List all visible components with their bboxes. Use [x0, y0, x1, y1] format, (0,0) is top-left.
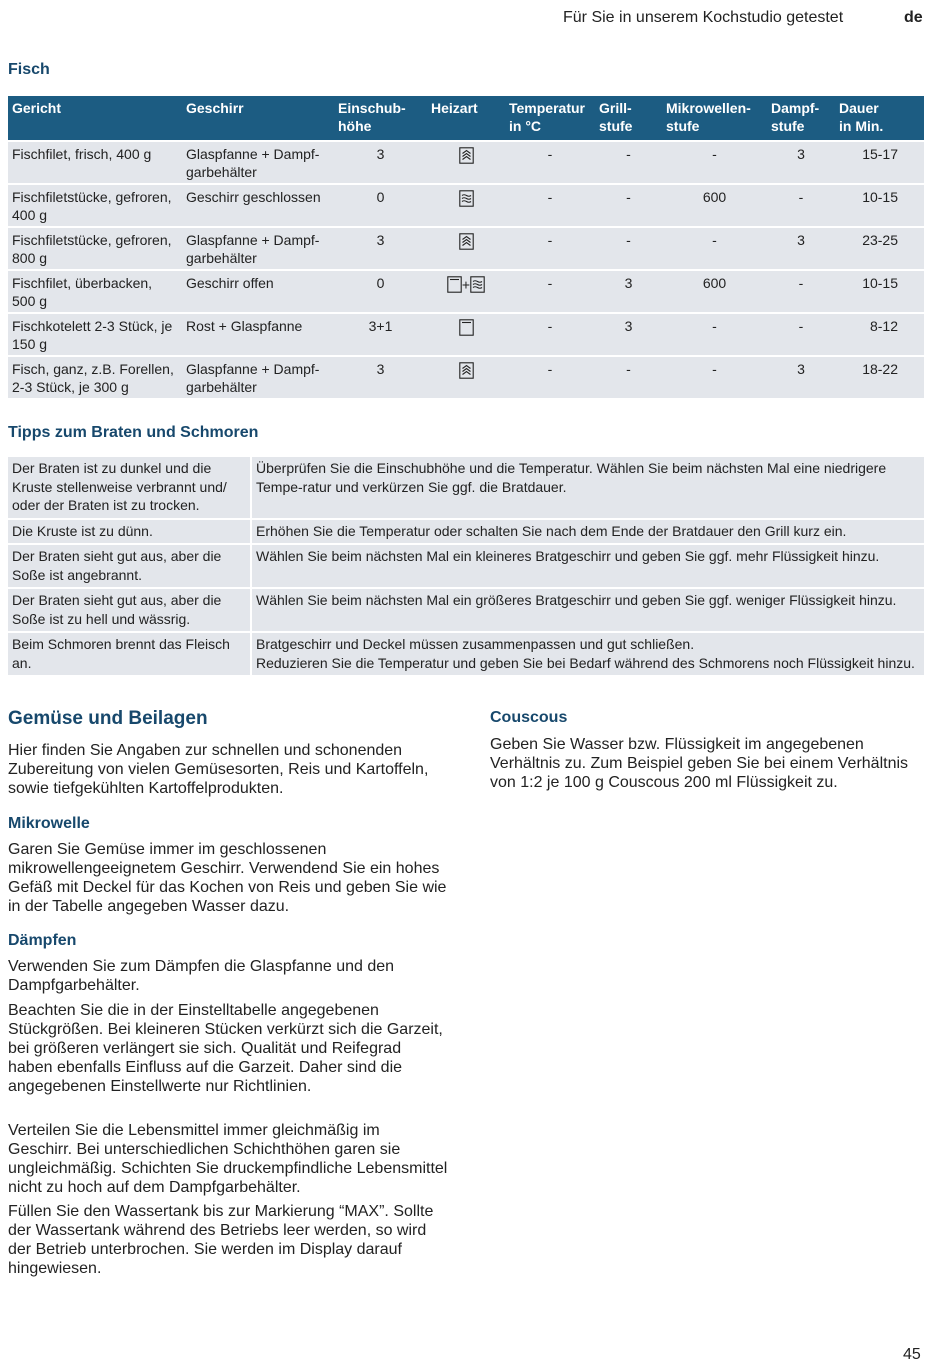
cell-heizart: [427, 270, 505, 313]
cell-mikro: -: [662, 313, 767, 356]
cell-heizart: [427, 141, 505, 184]
cell-dampf: -: [767, 184, 835, 227]
cell-mikro: 600: [662, 270, 767, 313]
cell-dauer: 10-15: [835, 270, 924, 313]
cell-gericht: Fisch, ganz, z.B. Forellen, 2-3 Stück, je 300 g: [8, 356, 182, 398]
subsection-title-mikrowelle: Mikrowelle: [8, 815, 90, 832]
cell-problem: Die Kruste ist zu dünn.: [8, 519, 251, 545]
section-title-gemuese: Gemüse und Beilagen: [8, 708, 208, 729]
table-row: [8, 519, 924, 545]
mikrowelle-text: Garen Sie Gemüse immer im geschlossenen mikrowellengeeignetem Geschirr. Verwendend Sie ein hohes Gefäß mit Deckel für das Kochen von Reis und geben Sie wie in der Tabelle angegeben Wasser dazu.: [8, 841, 447, 915]
cell-geschirr: Glaspfanne + Dampf- garbehälter: [182, 356, 334, 398]
steam-icon: [459, 362, 474, 379]
cell-problem: Beim Schmoren brennt das Fleisch an.: [8, 632, 251, 675]
table-row: [8, 544, 924, 588]
cell-einschub: 0: [334, 270, 427, 313]
cell-loesung: Wählen Sie beim nächsten Mal ein kleineres Bratgeschirr und geben Sie ggf. mehr Flüssigkeit hinzu.: [251, 544, 924, 588]
steam-icon: [459, 146, 474, 162]
cell-dauer: 8-12: [835, 313, 924, 356]
cell-einschub: 3: [334, 141, 427, 184]
cell-dampf: 3: [767, 356, 835, 398]
cell-dampf: -: [767, 270, 835, 313]
cell-dampf: -: [767, 313, 835, 356]
daempfen-paragraph: Verwenden Sie zum Dämpfen die Glaspfanne und den Dampfgarbehälter.: [8, 958, 395, 994]
cell-temp: -: [505, 141, 595, 184]
cell-gericht: Fischfilet, frisch, 400 g: [8, 141, 182, 184]
couscous-text: Geben Sie Wasser bzw. Flüssigkeit im angegebenen Verhältnis zu. Zum Beispiel geben Sie bei einem Verhältnis von 1:2 je 100 g Couscous 200 ml Flüssigkeit zu.: [490, 736, 909, 791]
table-row: [8, 457, 924, 519]
cell-geschirr: Glaspfanne + Dampf- garbehälter: [182, 141, 334, 184]
column-header: Grill- stufe: [595, 96, 662, 141]
subsection-title-daempfen: Dämpfen: [8, 932, 77, 949]
cell-dauer: 18-22: [835, 356, 924, 398]
microwave-icon: [470, 276, 485, 293]
cell-problem: Der Braten sieht gut aus, aber die Soße ist angebrannt.: [8, 544, 251, 588]
cell-geschirr: Glaspfanne + Dampf- garbehälter: [182, 227, 334, 270]
tipps-table: [8, 457, 924, 675]
cell-loesung: Überprüfen Sie die Einschubhöhe und die Temperatur. Wählen Sie beim nächsten Mal eine niedrigere Tempe-ratur und verkürzen Sie ggf. die Bratdauer.: [251, 457, 924, 519]
microwave-icon: [459, 189, 474, 205]
cell-grill: -: [595, 141, 662, 184]
steam-icon: [459, 232, 474, 248]
cell-gericht: Fischfilet, überbacken, 500 g: [8, 270, 182, 313]
table-row: [8, 227, 924, 270]
cell-loesung: Erhöhen Sie die Temperatur oder schalten Sie nach dem Ende der Bratdauer den Grill kurz ein.: [251, 519, 924, 545]
cell-geschirr: Geschirr offen: [182, 270, 334, 313]
cell-temp: -: [505, 356, 595, 398]
grill-icon: [447, 276, 462, 293]
cell-dauer: 10-15: [835, 184, 924, 227]
steam-icon: [459, 147, 474, 164]
cell-dauer: 23-25: [835, 227, 924, 270]
cell-grill: 3: [595, 270, 662, 313]
table-row: [8, 632, 924, 675]
cell-heizart: [427, 313, 505, 356]
table-row: [8, 141, 924, 184]
cell-einschub: 3: [334, 227, 427, 270]
fisch-table: [8, 96, 924, 398]
grill-plus-microwave-icon: [447, 275, 485, 291]
cell-temp: -: [505, 184, 595, 227]
fisch-table-header: [8, 96, 924, 141]
cell-einschub: 0: [334, 184, 427, 227]
cell-einschub: 3+1: [334, 313, 427, 356]
daempfen-paragraph: Beachten Sie die in der Einstelltabelle angegebenen Stückgrößen. Bei kleineren Stücken verkürzt sich die Garzeit, bei größeren verlängert sie sich. Qualität und Reifegrad haben ebenfalls Einfluss auf die Garzeit. Daher sind die angegebenen Einstellwerte nur Richtlinien.: [8, 1002, 443, 1095]
column-header: Einschub- höhe: [334, 96, 427, 141]
daempfen-paragraph: Füllen Sie den Wassertank bis zur Markierung “MAX”. Sollte der Wassertank während des Betriebs leer werden, so wird der Betrieb unterbrochen. Sie werden im Display darauf hingewiesen.: [8, 1203, 434, 1277]
fisch-table-body: [8, 141, 924, 398]
cell-mikro: -: [662, 227, 767, 270]
column-header: Temperatur in °C: [505, 96, 595, 141]
cell-mikro: -: [662, 141, 767, 184]
column-header: Dauer in Min.: [835, 96, 924, 141]
language-code: de: [904, 9, 923, 26]
section-title-tipps: Tipps zum Braten und Schmoren: [8, 424, 259, 441]
cell-gericht: Fischfiletstücke, gefroren, 800 g: [8, 227, 182, 270]
table-row: [8, 270, 924, 313]
grill-icon: [459, 318, 474, 334]
plus-sign-icon: +: [461, 276, 471, 293]
column-header: Heizart: [427, 96, 505, 141]
grill-icon: [459, 319, 474, 336]
cell-temp: -: [505, 313, 595, 356]
cell-heizart: [427, 356, 505, 398]
steam-icon: [459, 233, 474, 250]
subsection-title-couscous: Couscous: [490, 709, 568, 726]
tipps-table-body: [8, 457, 924, 675]
cell-problem: Der Braten ist zu dunkel und die Kruste stellenweise verbrannt und/ oder der Braten ist zu trocken.: [8, 457, 251, 519]
cell-einschub: 3: [334, 356, 427, 398]
microwave-icon: [459, 190, 474, 207]
cell-temp: -: [505, 270, 595, 313]
table-row: [8, 313, 924, 356]
cell-mikro: 600: [662, 184, 767, 227]
cell-temp: -: [505, 227, 595, 270]
cell-mikro: -: [662, 356, 767, 398]
cell-problem: Der Braten sieht gut aus, aber die Soße ist zu hell und wässrig.: [8, 588, 251, 632]
gemuese-intro: Hier finden Sie Angaben zur schnellen und schonenden Zubereitung von vielen Gemüsesorten, Reis und Kartoffeln, sowie tiefgekühlten Kartoffelprodukten.: [8, 742, 429, 797]
column-header: Geschirr: [182, 96, 334, 141]
cell-gericht: Fischkotelett 2-3 Stück, je 150 g: [8, 313, 182, 356]
cell-dampf: 3: [767, 141, 835, 184]
cell-grill: 3: [595, 313, 662, 356]
cell-grill: -: [595, 184, 662, 227]
column-header: Gericht: [8, 96, 182, 141]
column-header: Dampf- stufe: [767, 96, 835, 141]
table-row: [8, 184, 924, 227]
table-row: [8, 356, 924, 398]
page-number: 45: [903, 1346, 921, 1363]
cell-geschirr: Geschirr geschlossen: [182, 184, 334, 227]
cell-grill: -: [595, 356, 662, 398]
daempfen-paragraph: Verteilen Sie die Lebensmittel immer gleichmäßig im Geschirr. Bei unterschiedlichen Schichthöhen garen sie ungleichmäßig. Schichten Sie druckempfindliche Lebensmittel nicht zu hoch auf dem Dampfgarbehälter.: [8, 1122, 448, 1196]
column-header: Mikrowellen- stufe: [662, 96, 767, 141]
cell-dauer: 15-17: [835, 141, 924, 184]
cell-geschirr: Rost + Glaspfanne: [182, 313, 334, 356]
cell-dampf: 3: [767, 227, 835, 270]
table-row: [8, 588, 924, 632]
steam-icon: [459, 361, 474, 377]
section-title-fisch: Fisch: [8, 61, 50, 78]
cell-loesung: Wählen Sie beim nächsten Mal ein größeres Bratgeschirr und geben Sie ggf. weniger Flüssigkeit hinzu.: [251, 588, 924, 632]
running-header: Für Sie in unserem Kochstudio getestet: [563, 9, 844, 26]
cell-gericht: Fischfiletstücke, gefroren, 400 g: [8, 184, 182, 227]
cell-grill: -: [595, 227, 662, 270]
cell-heizart: [427, 227, 505, 270]
cell-heizart: [427, 184, 505, 227]
cell-loesung: Bratgeschirr und Deckel müssen zusammenpassen und gut schließen. Reduzieren Sie die Temperatur und geben Sie bei Bedarf während des Schmorens noch Flüssigkeit hinzu.: [251, 632, 924, 675]
